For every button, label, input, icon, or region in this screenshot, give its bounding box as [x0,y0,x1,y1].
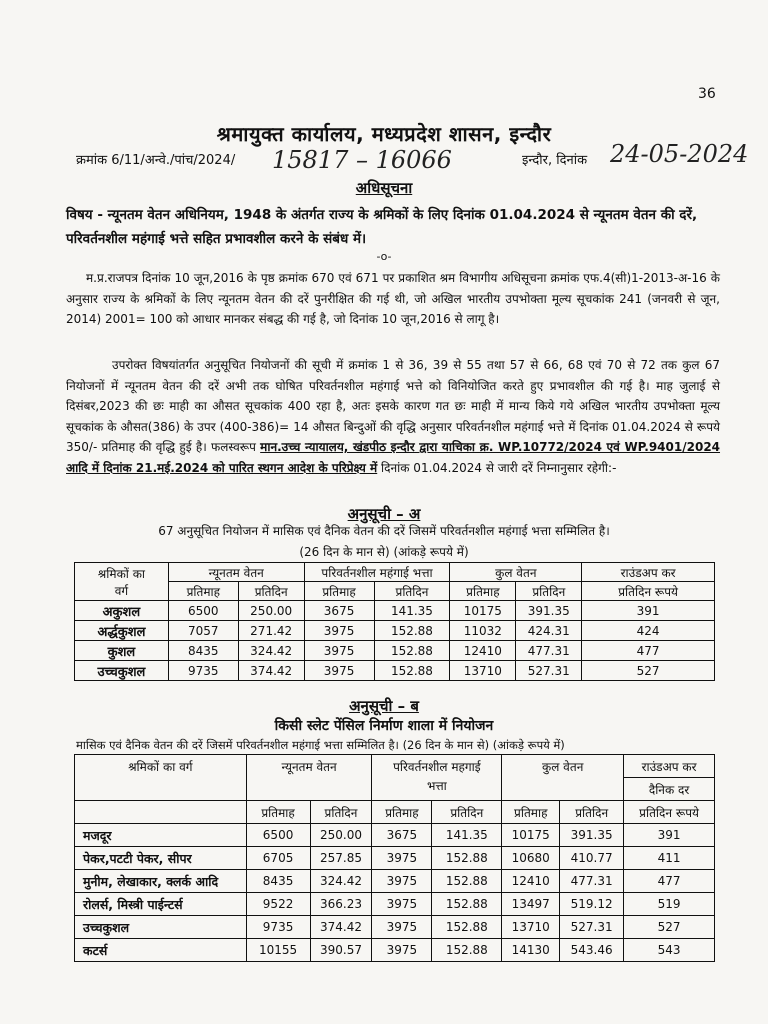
table-cell: पेकर,पटटी पेकर, सीपर [75,847,247,870]
table-cell: 10175 [450,601,516,621]
table-cell: 13710 [450,661,516,681]
table-cell: अर्द्धकुशल [75,621,169,641]
table-cell: 152.88 [374,641,450,661]
table-cell: 9522 [246,893,310,916]
office-heading: श्रमायुक्त कार्यालय, मध्यप्रदेश शासन, इन्दौर [216,122,552,146]
table-cell: कटर्स [75,939,247,962]
table-cell: 3675 [372,824,432,847]
handwritten-date: 24-05-2024 [610,140,749,168]
table-cell: कुशल [75,641,169,661]
table-cell: 543 [624,939,715,962]
table-subheader-empty [75,801,247,824]
table-header-total: कुल वेतन [502,755,624,801]
table-cell: 527.31 [516,661,582,681]
table-cell: 3975 [372,847,432,870]
table-header-category: श्रमिकों का वर्ग [75,755,247,801]
table-cell: 411 [624,847,715,870]
table-row [75,893,715,916]
header-text: भत्ता [426,779,447,793]
table-cell: 3975 [372,870,432,893]
table-row [75,916,715,939]
table-header-roundup-sub: दैनिक दर [624,778,715,801]
table-subheader: प्रतिदिन [516,582,582,601]
table-cell: 13497 [502,893,560,916]
table-subheader: प्रतिदिन रूपये [582,582,715,601]
table-row [75,641,715,661]
table-row [75,621,715,641]
table-cell: 9735 [168,661,238,681]
table-cell: 3975 [304,621,374,641]
notice-title [0,178,768,198]
handwritten-reference: 15817 – 16066 [272,146,452,174]
table-cell: उच्चकुशल [75,916,247,939]
table-header-vda [372,755,502,801]
header-text: परिवर्तनशील महगाई [393,760,481,774]
table-cell: 527 [582,661,715,681]
table-cell: 152.88 [432,847,502,870]
paragraph-1: म.प्र.राजपत्र दिनांक 10 जून,2016 के पृष्ठ क्रमांक 670 एवं 671 पर प्रकाशित श्रम विभागीय अधिसूचना क्रमांक एफ.4(सी)1-2013-अ-16 के अनुसार राज्य के श्रमिकों के लिए न्यूनतम वेतन की दरें पुनरीक्षित की गई थी, जो अखिल भारतीय उपभोक्ता मूल्य सूचकांक 241 (जनवरी से जून, 2014) 2001= 100 को आधार मानकर संबद्ध की गई है, जो दिनांक 10 जून,2016 से लागू है। [66,271,720,326]
table-cell: 424 [582,621,715,641]
table-cell: 152.88 [432,893,502,916]
table-cell: मुनीम, लेखाकार, क्लर्क आदि [75,870,247,893]
table-row [75,661,715,681]
table-cell: 12410 [502,870,560,893]
table-cell: 8435 [168,641,238,661]
schedule-a-caption: 67 अनुसूचित नियोजन में मासिक एवं दैनिक वेतन की दरें जिसमें परिवर्तनशील महंगाई भत्ता सम्मिलित है। [158,524,610,538]
table-cell: 3975 [372,916,432,939]
table-subheader: प्रतिमाह [450,582,516,601]
table-cell: 374.42 [310,916,372,939]
table-cell: 374.42 [238,661,304,681]
place-label: इन्दौर, दिनांक [522,153,588,168]
table-cell: 152.88 [374,621,450,641]
reference-number: क्रमांक 6/11/अन्वे./पांच/2024/ [76,153,236,168]
table-cell: 3975 [304,641,374,661]
schedule-b-table [74,754,715,962]
schedule-a-title-text: अनुसूची – अ [347,505,421,523]
schedule-b-subcaption: मासिक एवं दैनिक वेतन की दरें जिसमें परिवर्तनशील महंगाई भत्ता सम्मिलित है। (26 दिन के मान से) (आंकड़े रूपये में) [76,738,565,752]
table-cell: 391 [582,601,715,621]
table-row [75,601,715,621]
table-header-roundup: राउंडअप कर [582,563,715,582]
schedule-b-title-text: अनुसूची – ब [349,697,419,715]
schedule-b-title [0,696,768,716]
table-cell: 141.35 [432,824,502,847]
paragraph-2-text-a: उपरोक्त विषयांतर्गत अनुसूचित नियोजनों की सूची में क्रमांक 1 से 36, 39 से 55 तथा 57 से 66, 68 एवं 70 से 72 तक कुल 67 नियोजनों में न्यूनतम वेतन की दरें अभी तक घोषित परिवर्तनशील महंगाई भत्ते को विनियोजित करते हुए प्रभावशील की गई है। माह जुलाई से दिसंबर,2023 की छः माही का औसत सूचकांक 400 रहा है, अतः इसके कारण गत छः माही में मान्य किये गये अखिल भारतीय उपभोक्ता मूल्य सूचकांक के औसत(386) के उपर (400-386)= 14 औसत बिन्दुओं की वृद्धि अनुसार परिवर्तनशील महंगाई भत्ते में दिनांक 01.04.2024 से रूपये 350/- प्रतिमाह की वृद्धि हुई है। फलस्वरूप [66,358,720,454]
table-subheader: प्रतिदिन रूपये [624,801,715,824]
table-cell: 3975 [304,661,374,681]
table-row [75,824,715,847]
page-number: 36 [698,86,716,102]
table-row [75,870,715,893]
table-cell: 9735 [246,916,310,939]
paragraph-2 [66,355,720,478]
table-cell: 8435 [246,870,310,893]
table-cell: 477.31 [560,870,624,893]
table-cell: 519.12 [560,893,624,916]
table-subheader: प्रतिमाह [168,582,238,601]
table-cell: 250.00 [238,601,304,621]
table-cell: 366.23 [310,893,372,916]
table-cell: 3975 [372,939,432,962]
table-cell: 390.57 [310,939,372,962]
table-cell: 152.88 [432,916,502,939]
table-cell: 324.42 [310,870,372,893]
table-cell: 141.35 [374,601,450,621]
table-cell: 12410 [450,641,516,661]
notice-title-text: अधिसूचना [355,179,413,197]
table-cell: रोलर्स, मिस्त्री पाईन्टर्स [75,893,247,916]
table-cell: 543.46 [560,939,624,962]
table-subheader: प्रतिदिन [432,801,502,824]
paragraph-2-text-c: दिनांक 01.04.2024 से जारी दरें निम्नानुसार रहेगी:- [377,460,617,475]
table-cell: 477.31 [516,641,582,661]
table-header-vda: परिवर्तनशील महंगाई भत्ता [304,563,450,582]
table-subheader: प्रतिदिन [374,582,450,601]
table-cell: 10155 [246,939,310,962]
table-cell: 391.35 [516,601,582,621]
schedule-a-subcaption: (26 दिन के मान से) (आंकड़े रूपये में) [299,545,469,559]
header-text: वर्ग [114,583,129,598]
table-cell: 271.42 [238,621,304,641]
table-cell: 477 [582,641,715,661]
table-header-total: कुल वेतन [450,563,582,582]
schedule-a-title [0,504,768,524]
table-cell: 14130 [502,939,560,962]
table-cell: 3975 [372,893,432,916]
table-subheader: प्रतिदिन [560,801,624,824]
table-row [75,939,715,962]
header-text: श्रमिकों का [97,566,146,581]
table-subheader: प्रतिदिन [310,801,372,824]
table-subheader: प्रतिमाह [372,801,432,824]
table-cell: 391.35 [560,824,624,847]
table-cell: 257.85 [310,847,372,870]
table-header-category [75,563,169,601]
court-order-reference: मान.उच्च न्यायालय, खंडपीठ इन्दौर द्वारा याचिका क्र. WP.10772/2024 एवं WP.9401/2024 आदि में दिनांक 21.मई.2024 को पारित स्थगन आदेश के परिप्रेक्ष्य में [66,440,721,475]
table-cell: उच्चकुशल [75,661,169,681]
table-cell: 6705 [246,847,310,870]
table-cell: मजदूर [75,824,247,847]
table-cell: अकुशल [75,601,169,621]
table-subheader: प्रतिदिन [238,582,304,601]
table-row [75,847,715,870]
table-cell: 6500 [246,824,310,847]
table-subheader: प्रतिमाह [304,582,374,601]
table-header-roundup: राउंडअप कर [624,755,715,778]
table-cell: 6500 [168,601,238,621]
schedule-a-table [74,562,715,681]
table-header-min-wage: न्यूनतम वेतन [246,755,372,801]
table-cell: 250.00 [310,824,372,847]
table-cell: 11032 [450,621,516,641]
table-subheader: प्रतिमाह [502,801,560,824]
table-cell: 391 [624,824,715,847]
table-cell: 7057 [168,621,238,641]
table-header-min-wage: न्यूनतम वेतन [168,563,304,582]
table-cell: 10175 [502,824,560,847]
table-cell: 13710 [502,916,560,939]
table-cell: 519 [624,893,715,916]
table-cell: 527.31 [560,916,624,939]
table-subheader: प्रतिमाह [246,801,310,824]
table-cell: 152.88 [432,939,502,962]
table-cell: 527 [624,916,715,939]
table-cell: 410.77 [560,847,624,870]
separator: -o- [376,250,392,263]
table-cell: 477 [624,870,715,893]
table-cell: 10680 [502,847,560,870]
table-cell: 324.42 [238,641,304,661]
table-cell: 152.88 [374,661,450,681]
table-cell: 3675 [304,601,374,621]
schedule-b-caption: किसी स्लेट पेंसिल निर्माण शाला में नियोजन [274,718,494,734]
table-cell: 424.31 [516,621,582,641]
subject-line: विषय - न्यूनतम वेतन अधिनियम, 1948 के अंतर्गत राज्य के श्रमिकों के लिए दिनांक 01.04.2024 से न्यूनतम वेतन की दरें, परिवर्तनशील महंगाई भत्ते सहित प्रभावशील करने के संबंध में। [66,207,698,247]
table-cell: 152.88 [432,870,502,893]
